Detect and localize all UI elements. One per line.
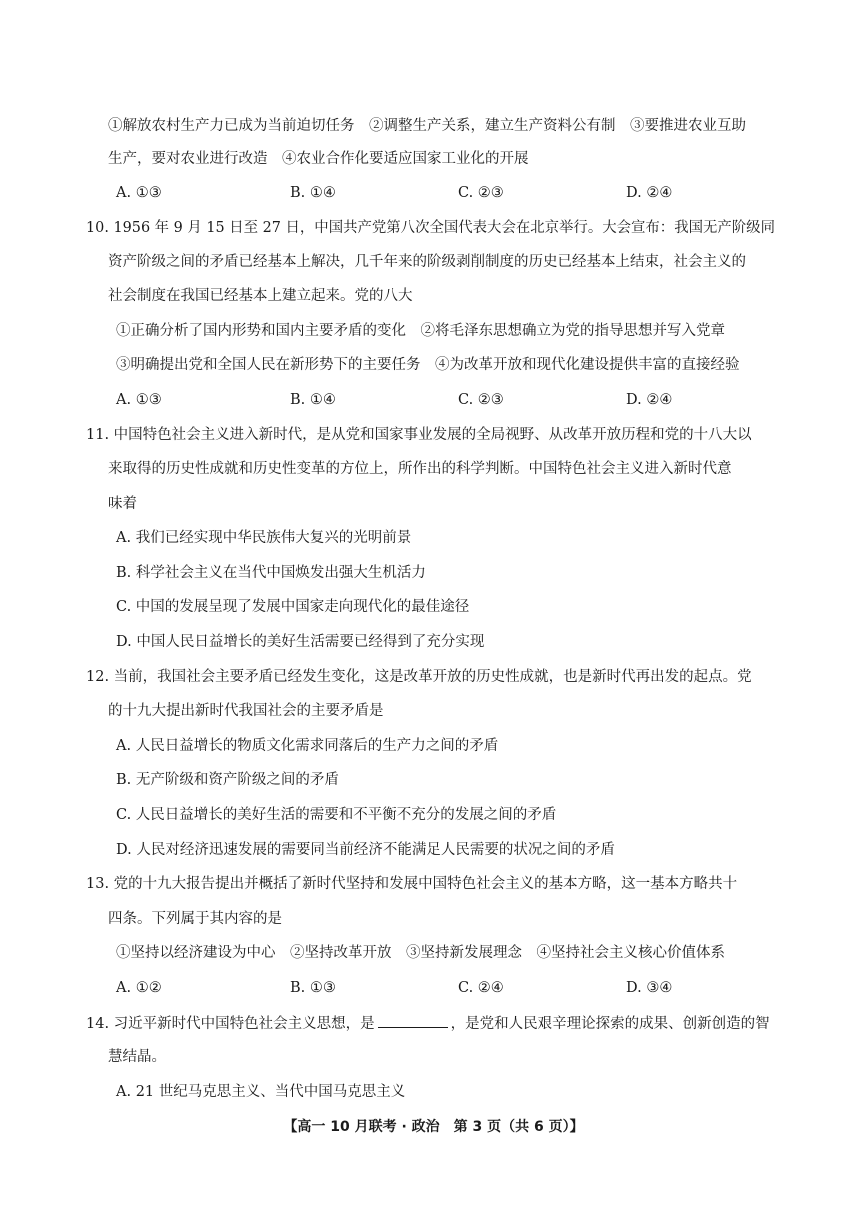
q11-option-c: C. 中国的发展呈现了发展中国家走向现代化的最佳途径 bbox=[116, 599, 470, 615]
answer-blank bbox=[378, 1013, 448, 1028]
q10-statements-line1: ①正确分析了国内形势和国内主要矛盾的变化 ②将毛泽东思想确立为党的指导思想并写入党章 bbox=[116, 323, 725, 339]
page-footer: 【高一 10 月联考 · 政治 第 3 页（共 6 页）】 bbox=[283, 1119, 584, 1135]
q10-stem-line1: 10. 1956 年 9 月 15 日至 27 日，中国共产党第八次全国代表大会在北京举行。大会宣布：我国无产阶级同 bbox=[86, 220, 775, 236]
q9-option-c: C. ②③ bbox=[458, 185, 504, 201]
q13-option-d: D. ③④ bbox=[626, 980, 673, 996]
q14-stem-line2: 慧结晶。 bbox=[108, 1049, 166, 1065]
q10-option-b: B. ①④ bbox=[290, 392, 336, 408]
q12-option-b: B. 无产阶级和资产阶级之间的矛盾 bbox=[116, 772, 339, 788]
q12-option-a: A. 人民日益增长的物质文化需求同落后的生产力之间的矛盾 bbox=[116, 738, 499, 754]
q13-stem-line2: 四条。下列属于其内容的是 bbox=[108, 911, 282, 927]
q9-option-b: B. ①④ bbox=[290, 185, 336, 201]
q10-stem-line3: 社会制度在我国已经基本上建立起来。党的八大 bbox=[108, 288, 413, 304]
q13-option-c: C. ②④ bbox=[458, 980, 504, 996]
q13-option-a: A. ①② bbox=[116, 980, 162, 996]
q12-stem-line2: 的十九大提出新时代我国社会的主要矛盾是 bbox=[108, 703, 384, 719]
q14-stem-part-a: 14. 习近平新时代中国特色社会主义思想，是 bbox=[86, 1016, 375, 1032]
q12-option-d: D. 人民对经济迅速发展的需要同当前经济不能满足人民需要的状况之间的矛盾 bbox=[116, 842, 615, 858]
q9-option-d: D. ②④ bbox=[626, 185, 673, 201]
q14-stem-line1 bbox=[86, 1013, 770, 1034]
q10-stem-line2: 资产阶级之间的矛盾已经基本上解决，几千年来的阶级剥削制度的历史已经基本上结束，社会主义的 bbox=[108, 254, 746, 270]
q14-stem-part-b: ，是党和人民艰辛理论探索的成果、创新创造的智 bbox=[450, 1016, 770, 1032]
q11-stem-line2: 来取得的历史性成就和历史性变革的方位上，所作出的科学判断。中国特色社会主义进入新时代意 bbox=[108, 461, 732, 477]
q14-option-a: A. 21 世纪马克思主义、当代中国马克思主义 bbox=[116, 1084, 406, 1100]
q11-stem-line3: 味着 bbox=[108, 496, 137, 512]
q13-stem-line1: 13. 党的十九大报告提出并概括了新时代坚持和发展中国特色社会主义的基本方略，这一基本方略共十 bbox=[86, 876, 738, 892]
q11-stem-line1: 11. 中国特色社会主义进入新时代，是从党和国家事业发展的全局视野、从改革开放历程和党的十八大以 bbox=[86, 427, 752, 443]
q10-option-c: C. ②③ bbox=[458, 392, 504, 408]
q9-option-a: A. ①③ bbox=[116, 185, 162, 201]
q9-statements-line1: ①解放农村生产力已成为当前迫切任务 ②调整生产关系，建立生产资料公有制 ③要推进农业互助 bbox=[108, 118, 746, 134]
q13-option-b: B. ①③ bbox=[290, 980, 336, 996]
q12-option-c: C. 人民日益增长的美好生活的需要和不平衡不充分的发展之间的矛盾 bbox=[116, 807, 557, 823]
q11-option-b: B. 科学社会主义在当代中国焕发出强大生机活力 bbox=[116, 565, 426, 581]
q13-statements: ①坚持以经济建设为中心 ②坚持改革开放 ③坚持新发展理念 ④坚持社会主义核心价值体系 bbox=[116, 945, 725, 961]
q11-option-a: A. 我们已经实现中华民族伟大复兴的光明前景 bbox=[116, 530, 412, 546]
q10-option-a: A. ①③ bbox=[116, 392, 162, 408]
q12-stem-line1: 12. 当前，我国社会主要矛盾已经发生变化，这是改革开放的历史性成就，也是新时代再出发的起点。党 bbox=[86, 669, 752, 685]
q9-statements-line2: 生产，要对农业进行改造 ④农业合作化要适应国家工业化的开展 bbox=[108, 151, 529, 167]
q10-statements-line2: ③明确提出党和全国人民在新形势下的主要任务 ④为改革开放和现代化建设提供丰富的直接经验 bbox=[116, 357, 740, 373]
q11-option-d: D. 中国人民日益增长的美好生活需要已经得到了充分实现 bbox=[116, 634, 485, 650]
q10-option-d: D. ②④ bbox=[626, 392, 673, 408]
